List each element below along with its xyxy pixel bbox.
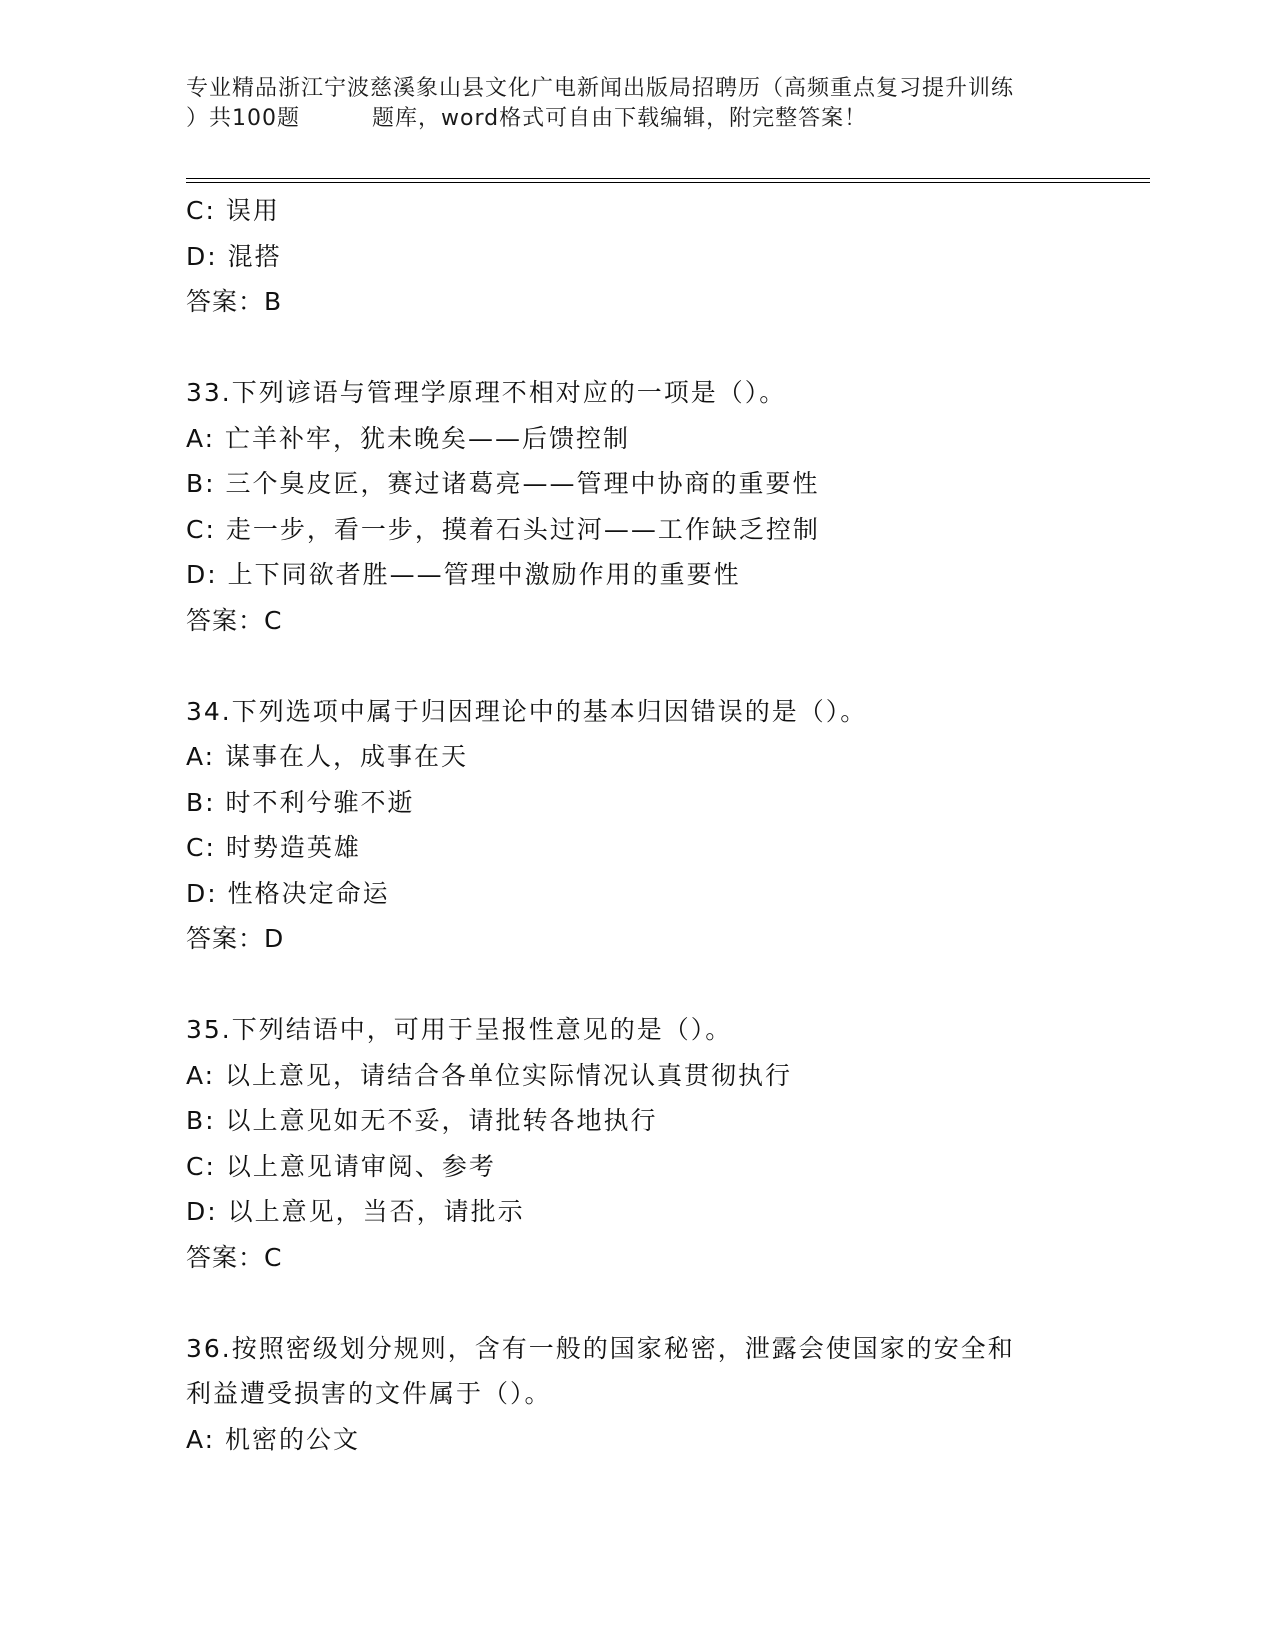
answer-line: 答案：B <box>186 287 283 316</box>
option-a: A: 亡羊补牢，犹未晚矣——后馈控制 <box>186 423 631 453</box>
question-stem: 34.下列选项中属于归因理论中的基本归因错误的是（）。 <box>186 696 868 726</box>
question-list <box>186 188 1146 1462</box>
question-block-35 <box>186 1007 1146 1280</box>
option-b: B: 三个臭皮匠，赛过诸葛亮——管理中协商的重要性 <box>186 469 820 498</box>
page-header <box>186 74 1086 134</box>
question-block-36 <box>186 1326 1146 1463</box>
option-a: A: 机密的公文 <box>186 1424 361 1454</box>
option-c: C: 走一步，看一步，摸着石头过河——工作缺乏控制 <box>186 514 820 544</box>
option-c: C: 误用 <box>186 196 280 225</box>
question-stem-line-2: 利益遭受损害的文件属于（）。 <box>186 1379 552 1408</box>
option-b: B: 时不利兮骓不逝 <box>186 787 415 817</box>
header-line-2 <box>186 104 1086 134</box>
question-block-33 <box>186 370 1146 643</box>
question-stem-line-1: 36.按照密级划分规则，含有一般的国家秘密，泄露会使国家的安全和 <box>186 1333 1015 1363</box>
header-line-2-part-b: 题库，word格式可自由下载编辑，附完整答案！ <box>372 106 868 131</box>
option-d: D: 性格决定命运 <box>186 878 390 908</box>
question-stem: 35.下列结语中，可用于呈报性意见的是（）。 <box>186 1015 733 1044</box>
option-a: A: 以上意见，请结合各单位实际情况认真贯彻执行 <box>186 1060 793 1090</box>
answer-line: 答案：D <box>186 924 285 953</box>
question-block-32 <box>186 188 1146 325</box>
header-rule-bottom <box>186 182 1150 183</box>
option-c: C: 以上意见请审阅、参考 <box>186 1151 496 1181</box>
question-stem: 33.下列谚语与管理学原理不相对应的一项是（）。 <box>186 378 787 407</box>
option-b: B: 以上意见如无不妥，请批转各地执行 <box>186 1106 658 1135</box>
header-line-1: 专业精品浙江宁波慈溪象山县文化广电新闻出版局招聘历（高频重点复习提升训练 <box>186 76 1015 101</box>
header-line-2-part-a: ）共100题 <box>186 106 300 131</box>
option-d: D: 混搭 <box>186 241 282 271</box>
option-d: D: 上下同欲者胜——管理中激励作用的重要性 <box>186 560 741 589</box>
answer-line: 答案：C <box>186 1242 283 1272</box>
header-rule-top <box>186 178 1150 179</box>
option-c: C: 时势造英雄 <box>186 833 361 862</box>
question-block-34 <box>186 689 1146 962</box>
option-d: D: 以上意见，当否，请批示 <box>186 1197 525 1226</box>
option-a: A: 谋事在人，成事在天 <box>186 742 469 771</box>
answer-line: 答案：C <box>186 605 283 635</box>
